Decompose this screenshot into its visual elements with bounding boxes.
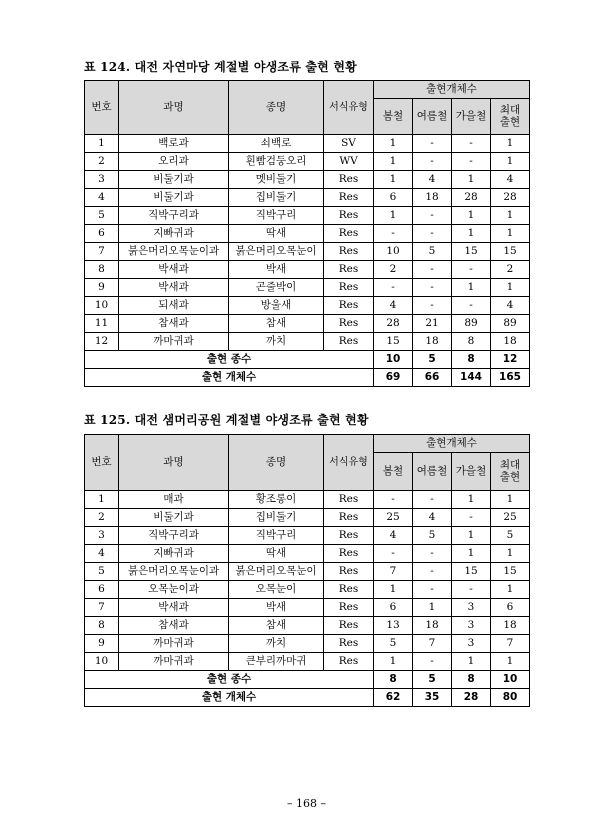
- header-family: 과명: [119, 81, 229, 135]
- table-cell: 1: [452, 279, 491, 297]
- table-cell: 1: [491, 153, 530, 171]
- table-cell: 6: [374, 599, 413, 617]
- table-cell: Res: [324, 491, 374, 509]
- total-label: 출현 개체수: [85, 369, 374, 387]
- table-cell: -: [374, 545, 413, 563]
- table-cell: 3: [452, 617, 491, 635]
- table-cell: -: [374, 491, 413, 509]
- total-value: 62: [374, 689, 413, 707]
- table-cell: 비둘기과: [119, 189, 229, 207]
- table-cell: Res: [324, 243, 374, 261]
- total-value: 8: [374, 671, 413, 689]
- table-cell: 참새: [229, 617, 324, 635]
- table-cell: 딱새: [229, 225, 324, 243]
- table-cell: Res: [324, 545, 374, 563]
- header-max-line2: 출현: [499, 470, 521, 483]
- table-cell: 멧비둘기: [229, 171, 324, 189]
- table-cell: -: [413, 261, 452, 279]
- total-value: 5: [413, 351, 452, 369]
- table-row: [85, 491, 530, 509]
- table-cell: 18: [413, 333, 452, 351]
- total-row: [85, 369, 530, 387]
- table-cell: -: [413, 491, 452, 509]
- table-cell: 6: [374, 189, 413, 207]
- header-species: 종명: [229, 81, 324, 135]
- table-row: [85, 153, 530, 171]
- header-habitat: 서식유형: [324, 81, 374, 135]
- table-cell: -: [413, 153, 452, 171]
- table-cell: 1: [85, 135, 119, 153]
- table-cell: 5: [491, 527, 530, 545]
- total-value: 69: [374, 369, 413, 387]
- table-cell: 되새과: [119, 297, 229, 315]
- table-cell: -: [452, 509, 491, 527]
- table-cell: 4: [413, 171, 452, 189]
- table-cell: 28: [452, 189, 491, 207]
- total-value: 165: [491, 369, 530, 387]
- table-cell: 2: [374, 261, 413, 279]
- table-cell: -: [413, 297, 452, 315]
- table-cell: -: [413, 279, 452, 297]
- table-cell: 4: [85, 189, 119, 207]
- table-cell: 1: [374, 135, 413, 153]
- table-cell: 7: [85, 243, 119, 261]
- total-label: 출현 종수: [85, 351, 374, 369]
- table-cell: -: [413, 581, 452, 599]
- header-spring: 봄철: [374, 99, 413, 135]
- table-cell: 1: [374, 581, 413, 599]
- table-cell: 박새과: [119, 599, 229, 617]
- table-cell: Res: [324, 279, 374, 297]
- table-cell: SV: [324, 135, 374, 153]
- table-cell: 직박구리: [229, 207, 324, 225]
- table-cell: 15: [374, 333, 413, 351]
- table-cell: 18: [413, 617, 452, 635]
- table-cell: 1: [491, 225, 530, 243]
- table-cell: 1: [374, 207, 413, 225]
- table-cell: 5: [413, 527, 452, 545]
- table-cell: Res: [324, 333, 374, 351]
- table-cell: 10: [85, 297, 119, 315]
- table-cell: 직박구리과: [119, 207, 229, 225]
- table-cell: 참새과: [119, 617, 229, 635]
- table-cell: 10: [374, 243, 413, 261]
- table-125: [84, 434, 530, 707]
- table-row: [85, 243, 530, 261]
- table-cell: 딱새: [229, 545, 324, 563]
- header-max: [491, 453, 530, 491]
- header-no: 번호: [85, 435, 119, 491]
- table-cell: 4: [491, 297, 530, 315]
- table-cell: 1: [374, 653, 413, 671]
- table-row: [85, 171, 530, 189]
- table-cell: 5: [85, 563, 119, 581]
- table-cell: 곤줄박이: [229, 279, 324, 297]
- total-value: 12: [491, 351, 530, 369]
- table-cell: 까마귀과: [119, 635, 229, 653]
- table-cell: -: [374, 225, 413, 243]
- table-cell: 28: [491, 189, 530, 207]
- table-cell: 오리과: [119, 153, 229, 171]
- header-spring: 봄철: [374, 453, 413, 491]
- table-cell: 8: [85, 617, 119, 635]
- table-cell: 8: [452, 333, 491, 351]
- table-cell: 붉은머리오목눈이과: [119, 563, 229, 581]
- total-row: [85, 689, 530, 707]
- table-cell: Res: [324, 527, 374, 545]
- table-cell: 까마귀과: [119, 653, 229, 671]
- table-cell: Res: [324, 599, 374, 617]
- table-cell: Res: [324, 261, 374, 279]
- table-cell: Res: [324, 315, 374, 333]
- table-cell: -: [452, 261, 491, 279]
- table-cell: 5: [374, 635, 413, 653]
- total-value: 80: [491, 689, 530, 707]
- table-cell: 21: [413, 315, 452, 333]
- table-cell: 3: [452, 635, 491, 653]
- table-cell: 2: [85, 153, 119, 171]
- table-row: [85, 333, 530, 351]
- table-cell: 직박구리: [229, 527, 324, 545]
- table-cell: 3: [452, 599, 491, 617]
- table-cell: 5: [413, 243, 452, 261]
- table-cell: 15: [491, 563, 530, 581]
- table-cell: -: [413, 653, 452, 671]
- table-cell: 지빠귀과: [119, 545, 229, 563]
- table-cell: 9: [85, 635, 119, 653]
- table-cell: 큰부리까마귀: [229, 653, 324, 671]
- table-cell: 6: [85, 225, 119, 243]
- table-cell: 11: [85, 315, 119, 333]
- table-cell: 박새: [229, 261, 324, 279]
- table-cell: 7: [413, 635, 452, 653]
- table-cell: Res: [324, 617, 374, 635]
- table-cell: Res: [324, 297, 374, 315]
- table-row: [85, 207, 530, 225]
- table-cell: Res: [324, 225, 374, 243]
- table-cell: 7: [374, 563, 413, 581]
- table-cell: 1: [374, 153, 413, 171]
- table-cell: Res: [324, 653, 374, 671]
- table-cell: 박새과: [119, 261, 229, 279]
- table-cell: 18: [491, 617, 530, 635]
- table-row: [85, 297, 530, 315]
- table-cell: -: [413, 545, 452, 563]
- table-cell: -: [413, 207, 452, 225]
- header-summer: 여름철: [413, 99, 452, 135]
- total-label: 출현 종수: [85, 671, 374, 689]
- table-cell: 황조롱이: [229, 491, 324, 509]
- table-cell: 1: [452, 225, 491, 243]
- table-cell: Res: [324, 207, 374, 225]
- table-cell: Res: [324, 581, 374, 599]
- table-cell: 13: [374, 617, 413, 635]
- table-cell: -: [413, 563, 452, 581]
- table-cell: -: [452, 581, 491, 599]
- header-summer: 여름철: [413, 453, 452, 491]
- header-max: [491, 99, 530, 135]
- table-cell: 1: [452, 171, 491, 189]
- table-row: [85, 135, 530, 153]
- table-124: [84, 80, 530, 387]
- table-124-caption: 표 124. 대전 자연마당 계절별 야생조류 출현 현황: [84, 60, 357, 74]
- total-value: 8: [452, 671, 491, 689]
- total-row: [85, 351, 530, 369]
- table-cell: 7: [85, 599, 119, 617]
- table-cell: 붉은머리오목눈이과: [119, 243, 229, 261]
- total-value: 144: [452, 369, 491, 387]
- table-row: [85, 527, 530, 545]
- table-cell: 6: [491, 599, 530, 617]
- table-row: [85, 189, 530, 207]
- table-cell: 1: [491, 545, 530, 563]
- table-cell: 12: [85, 333, 119, 351]
- table-cell: Res: [324, 189, 374, 207]
- table-cell: 참새: [229, 315, 324, 333]
- table-cell: 집비둘기: [229, 189, 324, 207]
- table-cell: Res: [324, 563, 374, 581]
- table-cell: 쇠백로: [229, 135, 324, 153]
- table-cell: 15: [452, 563, 491, 581]
- table-row: [85, 509, 530, 527]
- header-max-line1: 최대: [499, 103, 521, 116]
- table-cell: 15: [491, 243, 530, 261]
- header-autumn: 가을철: [452, 453, 491, 491]
- table-cell: 1: [452, 653, 491, 671]
- table-cell: 28: [374, 315, 413, 333]
- table-cell: 10: [85, 653, 119, 671]
- table-cell: 4: [374, 297, 413, 315]
- table-row: [85, 279, 530, 297]
- table-cell: 9: [85, 279, 119, 297]
- table-cell: -: [452, 297, 491, 315]
- table-cell: 매과: [119, 491, 229, 509]
- table-row: [85, 563, 530, 581]
- header-max-line2: 출현: [499, 115, 521, 128]
- table-cell: 흰빰검둥오리: [229, 153, 324, 171]
- table-cell: 3: [85, 527, 119, 545]
- table-cell: 1: [491, 491, 530, 509]
- table-cell: 8: [85, 261, 119, 279]
- table-cell: 1: [452, 527, 491, 545]
- table-cell: 오목눈이과: [119, 581, 229, 599]
- table-cell: 오목눈이: [229, 581, 324, 599]
- table-cell: -: [374, 279, 413, 297]
- table-cell: 4: [413, 509, 452, 527]
- table-row: [85, 225, 530, 243]
- table-cell: 1: [452, 207, 491, 225]
- table-cell: 붉은머리오목눈이: [229, 563, 324, 581]
- table-row: [85, 653, 530, 671]
- table-row: [85, 315, 530, 333]
- table-cell: -: [452, 135, 491, 153]
- table-cell: Res: [324, 509, 374, 527]
- table-cell: 1: [413, 599, 452, 617]
- table-cell: 1: [491, 207, 530, 225]
- table-cell: 방울새: [229, 297, 324, 315]
- table-cell: 참새과: [119, 315, 229, 333]
- table-cell: 집비둘기: [229, 509, 324, 527]
- total-value: 10: [491, 671, 530, 689]
- table-cell: 직박구리과: [119, 527, 229, 545]
- table-cell: 비둘기과: [119, 171, 229, 189]
- table-cell: 백로과: [119, 135, 229, 153]
- table-cell: 까마귀과: [119, 333, 229, 351]
- total-row: [85, 671, 530, 689]
- table-cell: 1: [85, 491, 119, 509]
- table-cell: 1: [452, 545, 491, 563]
- table-cell: 89: [491, 315, 530, 333]
- table-cell: 4: [491, 171, 530, 189]
- table-cell: 1: [491, 581, 530, 599]
- table-cell: 까치: [229, 333, 324, 351]
- table-cell: WV: [324, 153, 374, 171]
- table-cell: 2: [85, 509, 119, 527]
- table-cell: 25: [374, 509, 413, 527]
- table-125-caption: 표 125. 대전 샘머리공원 계절별 야생조류 출현 현황: [84, 413, 369, 427]
- total-value: 10: [374, 351, 413, 369]
- table-cell: 비둘기과: [119, 509, 229, 527]
- table-row: [85, 617, 530, 635]
- table-cell: Res: [324, 635, 374, 653]
- table-cell: Res: [324, 171, 374, 189]
- table-row: [85, 635, 530, 653]
- header-habitat: 서식유형: [324, 435, 374, 491]
- total-value: 35: [413, 689, 452, 707]
- table-cell: -: [452, 153, 491, 171]
- header-species: 종명: [229, 435, 324, 491]
- header-no: 번호: [85, 81, 119, 135]
- table-cell: 1: [491, 279, 530, 297]
- table-cell: 15: [452, 243, 491, 261]
- table-cell: 18: [491, 333, 530, 351]
- header-autumn: 가을철: [452, 99, 491, 135]
- table-row: [85, 581, 530, 599]
- table-cell: 1: [452, 491, 491, 509]
- total-value: 5: [413, 671, 452, 689]
- total-value: 66: [413, 369, 452, 387]
- table-row: [85, 545, 530, 563]
- header-count: 출현개체수: [374, 435, 530, 453]
- table-cell: 3: [85, 171, 119, 189]
- table-cell: 까치: [229, 635, 324, 653]
- header-family: 과명: [119, 435, 229, 491]
- total-value: 8: [452, 351, 491, 369]
- table-cell: 박새: [229, 599, 324, 617]
- total-value: 28: [452, 689, 491, 707]
- table-cell: 4: [374, 527, 413, 545]
- table-cell: 6: [85, 581, 119, 599]
- table-cell: 박새과: [119, 279, 229, 297]
- table-cell: 7: [491, 635, 530, 653]
- table-cell: -: [413, 225, 452, 243]
- table-cell: 1: [491, 135, 530, 153]
- table-row: [85, 261, 530, 279]
- table-cell: 지빠귀과: [119, 225, 229, 243]
- page-number: – 168 –: [287, 797, 326, 810]
- table-cell: 1: [374, 171, 413, 189]
- total-label: 출현 개체수: [85, 689, 374, 707]
- header-count: 출현개체수: [374, 81, 530, 99]
- header-max-line1: 최대: [499, 458, 521, 471]
- table-cell: 89: [452, 315, 491, 333]
- table-cell: 18: [413, 189, 452, 207]
- table-row: [85, 599, 530, 617]
- table-cell: 4: [85, 545, 119, 563]
- table-cell: 1: [491, 653, 530, 671]
- table-cell: 2: [491, 261, 530, 279]
- table-cell: 25: [491, 509, 530, 527]
- table-cell: -: [413, 135, 452, 153]
- table-cell: 5: [85, 207, 119, 225]
- table-cell: 붉은머리오목눈이: [229, 243, 324, 261]
